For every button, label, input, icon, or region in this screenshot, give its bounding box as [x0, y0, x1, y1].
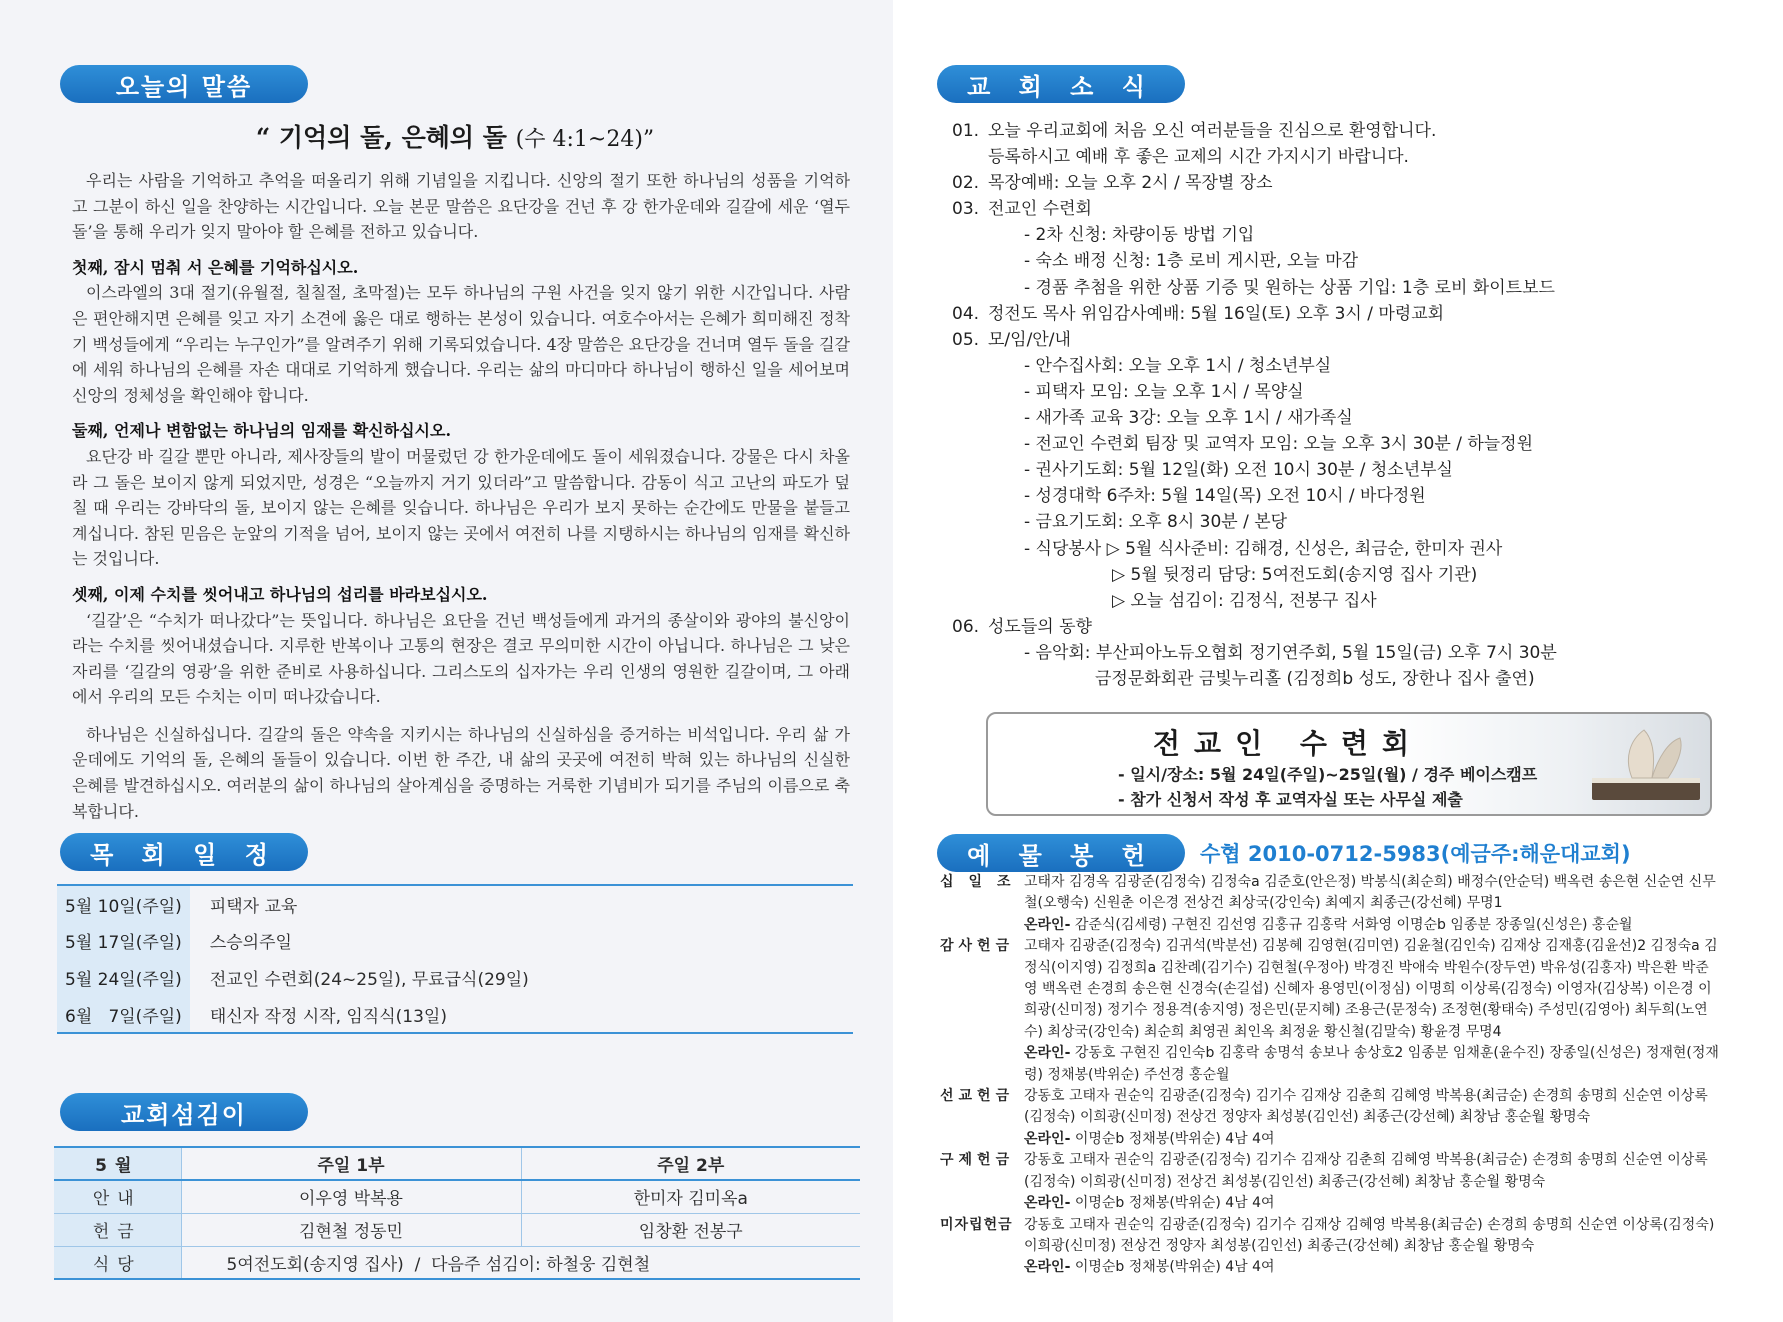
news-text: 모/임/안/내 [988, 329, 1071, 350]
header-offering: 예 물 봉 헌 [937, 834, 1185, 872]
service-role: 헌금 [54, 1213, 181, 1246]
news-item [952, 196, 1732, 222]
service-col-2: 주일 2부 [521, 1147, 860, 1180]
news-text: - 음악회: 부산피아노듀오협회 정기연주회, 5월 15일(금) 오후 7시 30분 [1024, 642, 1557, 663]
news-text: - 금요기도회: 오후 8시 30분 / 본당 [1024, 512, 1288, 533]
news-text: - 전교인 수련회 팀장 및 교역자 모임: 오늘 오후 3시 30분 / 하늘정원 [1024, 434, 1534, 455]
schedule-date: 5월 10일(주일) [57, 885, 190, 922]
sermon-point-3-heading: 셋째, 이제 수치를 씻어내고 하나님의 섭리를 바라보십시오. [72, 584, 488, 604]
news-number [952, 457, 988, 483]
news-item [952, 614, 1732, 640]
news-text: - 2차 신청: 차량이동 방법 기입 [1024, 225, 1255, 246]
news-item [952, 509, 1732, 535]
news-item [952, 222, 1732, 248]
news-number: 05. [952, 329, 980, 350]
table-row [57, 996, 853, 1033]
news-item [952, 562, 1732, 588]
news-item [952, 666, 1732, 692]
news-item [952, 327, 1732, 353]
news-number: 03. [952, 199, 980, 220]
table-row [54, 1246, 860, 1279]
news-number [952, 588, 988, 614]
offering-account: 수협 2010-0712-5983(예금주:해운대교회) [1200, 842, 1631, 866]
retreat-box [986, 712, 1712, 816]
sermon-point-3: ‘길갈’은 “수치가 떠나갔다”는 뜻입니다. 하나님은 요단을 건넌 백성들에게 과거의 종살이와 광야의 불신앙이라는 수치를 씻어내셨습니다. 지루한 반복이나 고통의 현장은 결코 무의미한 시간이 아닙니다. 하나님은 그 낮은 자리를 ‘길갈의 영광’을 위한 준비로 사용하십니다. 그리스도의 십자가는 우리 인생의 영원한 길갈이며, 그 아래에서 우리의 모든 수치는 이미 떠나갔습니다. [72, 610, 850, 707]
retreat-title: 전교인 수련회 [1152, 727, 1424, 760]
service-cell: 김현철 정동민 [181, 1213, 521, 1246]
news-item [952, 431, 1732, 457]
offering-names [1024, 1086, 1720, 1150]
schedule-date: 6월 7일(주일) [57, 996, 190, 1033]
table-header-row [54, 1147, 860, 1180]
offering-names [1024, 872, 1720, 936]
offering-label: 미자립헌금 [940, 1216, 1013, 1233]
service-role: 식당 [54, 1246, 181, 1279]
news-number [952, 666, 988, 692]
offering-names-main: 고태자 김광준(김정숙) 김귀석(박분선) 김봉혜 김영현(김미연) 김윤철(김인숙) 김재상 김재홍(김윤선)2 김정숙a 김정식(이지영) 김정희a 김찬례(김기수) 김현철(우정아) 박경진 박애숙 박원수(장두연) 박유성(김홍자) 박은환 박준영 백옥련 손경희 송은현 신경숙(손길섭) 신혜자 용영민(이정심) 이명희 이상록(김정숙) 이영자(김상복) 이은경 이희광(신미정) 정기수 정용격(송지영) 정은민(문지혜) 조용근(문정숙) 조정현(황태숙) 주성민(김영아) 최두희(노연수) 최상국(강인숙) 최순희 최영권 최인옥 최정윤 황신철(김말숙) 황윤경 무명4 [1024, 938, 1718, 1040]
offering-names-online: 이명순b 정채봉(박위순) 4남 4여 [1074, 1130, 1275, 1147]
schedule-date: 5월 24일(주일) [57, 959, 190, 996]
offering-block [940, 872, 1720, 936]
table-row [57, 885, 853, 922]
offering-names-online: 감준식(김세령) 구현진 김선영 김홍규 김홍락 서화영 이명순b 임종분 장종일(신성은) 홍순월 [1074, 916, 1633, 933]
news-text: - 성경대학 6주차: 5월 14일(목) 오전 10시 / 바다정원 [1024, 486, 1426, 507]
news-text: - 새가족 교육 3강: 오늘 오후 1시 / 새가족실 [1024, 408, 1353, 429]
offering-names-main: 강동호 고태자 권순익 김광준(김정숙) 김기수 김재상 김혜영 박복용(최금순) 손경희 송명희 신순연 이상록(김정숙) 이희광(신미정) 전상건 정양자 최성봉(김인선) 최종근(강선혜) 최창남 홍순월 황명숙 [1024, 1216, 1715, 1254]
news-item [952, 379, 1732, 405]
online-label: 온라인- [1024, 1195, 1071, 1212]
news-number [952, 483, 988, 509]
service-col-1: 주일 1부 [181, 1147, 521, 1180]
news-item [952, 536, 1732, 562]
news-item [952, 640, 1732, 666]
news-number [952, 562, 988, 588]
news-number: 02. [952, 173, 980, 194]
offering-block [940, 1086, 1720, 1150]
sermon-body [72, 168, 850, 824]
offering-names-online: 이명순b 정채봉(박위순) 4남 4여 [1074, 1259, 1275, 1276]
offering-names [1024, 1215, 1720, 1279]
sermon-point-1: 이스라엘의 3대 절기(유월절, 칠칠절, 초막절)는 모두 하나님의 구원 사건을 잊지 않기 위한 시간입니다. 사람은 편안해지면 은혜를 잊고 자기 소견에 옳은 대로 행하는 본성이 있습니다. 여호수아서는 은혜가 희미해진 정착기 백성들에게 “우리는 누구인가”를 알려주기 위해 기록되었습니다. 4장 말씀은 요단강을 건너며 열두 돌을 길갈에 세워 하나님의 은혜를 자손 대대로 기억하게 했습니다. 우리는 삶의 마디마다 하나님이 행하신 일을 세어보며 신앙의 정체성을 확인해야 합니다. [72, 283, 850, 405]
schedule-event: 피택자 교육 [209, 896, 298, 917]
news-number [952, 431, 988, 457]
news-item [952, 248, 1732, 274]
table-row [54, 1213, 860, 1246]
service-cell: 임창환 전봉구 [521, 1213, 860, 1246]
offering-block [940, 1215, 1720, 1279]
offering-block [940, 1150, 1720, 1214]
news-text: - 피택자 모임: 오늘 오후 1시 / 목양실 [1024, 381, 1304, 402]
news-number [952, 379, 988, 405]
offering-label: 구제헌금 [940, 1152, 1015, 1169]
online-label: 온라인- [1024, 1045, 1071, 1062]
service-cell: 한미자 김미옥a [521, 1180, 860, 1213]
offering-names-main: 강동호 고태자 권순익 김광준(김정숙) 김기수 김재상 김춘희 김혜영 박복용(최금순) 손경희 송명희 신순연 이상록(김정숙) 이희광(신미정) 전상건 최성봉(김인선) 최종근(강선혜) 최창남 홍순월 황명숙 [1024, 1152, 1708, 1190]
news-number [952, 222, 988, 248]
retreat-line-1: - 일시/장소: 5월 24일(주일)~25일(월) / 경주 베이스캠프 [1118, 765, 1538, 784]
news-item [952, 405, 1732, 431]
news-text: - 경품 추첨을 위한 상품 기증 및 원하는 상품 기입: 1층 로비 화이트보드 [1024, 277, 1555, 298]
news-list [952, 118, 1732, 692]
table-row [54, 1180, 860, 1213]
news-number [952, 144, 988, 170]
news-number [952, 640, 988, 666]
news-number [952, 509, 988, 535]
sermon-intro: 우리는 사람을 기억하고 추억을 떠올리기 위해 기념일을 지킵니다. 신앙의 절기 또한 하나님의 성품을 기억하고 그분이 하신 일을 찬양하는 시간입니다. 오늘 본문 말씀은 요단강을 건넌 후 강 한가운데와 길갈에 세운 ‘열두 돌’을 통해 우리가 잊지 말아야 할 은혜를 전하고 있습니다. [72, 171, 850, 242]
header-word: 오늘의 말씀 [60, 65, 308, 103]
sermon-point-1-heading: 첫째, 잠시 멈춰 서 은혜를 기억하십시오. [72, 257, 359, 277]
sermon-reference: (수 4:1~24)” [515, 127, 655, 152]
news-text: - 식당봉사 ▷ 5월 식사준비: 김해경, 신성은, 최금순, 한미자 권사 [1024, 538, 1503, 559]
news-text: 목장예배: 오늘 오후 2시 / 목장별 장소 [988, 173, 1273, 194]
news-text: ▷ 5월 뒷정리 담당: 5여전도회(송지영 집사 기관) [1112, 564, 1478, 585]
schedule-event: 스승의주일 [209, 933, 292, 953]
offering-label: 선교헌금 [940, 1088, 1015, 1105]
sermon-title-text: “ 기억의 돌, 은혜의 돌 [255, 123, 507, 152]
news-text: - 권사기도회: 5월 12일(화) 오전 10시 30분 / 청소년부실 [1024, 460, 1453, 481]
online-label: 온라인- [1024, 916, 1071, 933]
offering-names-main: 강동호 고태자 권순익 김광준(김정숙) 김기수 김재상 김춘희 김혜영 박복용(최금순) 손경희 송명희 신순연 이상록(김정숙) 이희광(신미정) 전상건 정양자 최성봉(김인선) 최종근(강선혜) 최창남 홍순월 황명숙 [1024, 1088, 1708, 1126]
news-item [952, 353, 1732, 379]
offering-names-online: 이명순b 정채봉(박위순) 4남 4여 [1074, 1195, 1275, 1212]
header-news: 교 회 소 식 [937, 65, 1185, 103]
service-month: 5월 [54, 1147, 181, 1180]
service-cell: 이우영 박복용 [181, 1180, 521, 1213]
header-service: 교회섬김이 [60, 1093, 308, 1131]
news-item [952, 457, 1732, 483]
news-text: 오늘 우리교회에 처음 오신 여러분들을 진심으로 환영합니다. [988, 121, 1437, 141]
online-label: 온라인- [1024, 1130, 1071, 1147]
service-table [54, 1146, 860, 1280]
offering-label: 십일조 [940, 874, 1026, 890]
news-number: 01. [952, 121, 980, 141]
offering-block [940, 936, 1720, 1086]
offering-list [940, 872, 1720, 1279]
praying-hands-icon [1572, 718, 1702, 808]
retreat-line-2: - 참가 신청서 작성 후 교역자실 또는 사무실 제출 [1118, 790, 1463, 809]
table-row [57, 922, 853, 959]
offering-names-main: 고태자 김경옥 김광준(김정숙) 김정숙a 김준호(안은정) 박봉식(최순희) 배정수(안순덕) 백옥련 송은현 신순연 신무철(오행숙) 신원춘 이은경 전상건 최상국(강인숙) 최예지 최종근(강선혜) 무명1 [1024, 874, 1716, 912]
offering-label: 감사헌금 [940, 938, 1015, 955]
table-row [57, 959, 853, 996]
news-item [952, 170, 1732, 196]
schedule-event: 전교인 수련회(24~25일), 무료급식(29일) [209, 970, 529, 990]
header-schedule: 목 회 일 정 [60, 833, 308, 871]
offering-names [1024, 936, 1720, 1086]
news-number [952, 275, 988, 301]
news-number: 04. [952, 303, 980, 324]
schedule-date: 5월 17일(주일) [57, 922, 190, 959]
offering-names-online: 강동호 구현진 김인숙b 김홍락 송명석 송보나 송상호2 임종분 임채훈(윤수진) 장종일(신성은) 정재현(정재령) 정채봉(박위순) 주선경 홍순월 [1024, 1045, 1719, 1083]
news-text: 전교인 수련회 [988, 199, 1092, 220]
news-item [952, 483, 1732, 509]
news-text: ▷ 오늘 섬김이: 김정식, 전봉구 집사 [1112, 590, 1377, 611]
news-text: - 안수집사회: 오늘 오후 1시 / 청소년부실 [1024, 355, 1332, 376]
news-item [952, 301, 1732, 327]
online-label: 온라인- [1024, 1259, 1071, 1276]
news-text: 등록하시고 예배 후 좋은 교제의 시간 가지시기 바랍니다. [988, 147, 1409, 168]
schedule-event: 태신자 작정 시작, 임직식(13일) [209, 1006, 447, 1027]
news-text: - 숙소 배정 신청: 1층 로비 게시판, 오늘 마감 [1024, 251, 1359, 272]
news-text: 금정문화회관 금빛누리홀 (김정희b 성도, 장한나 집사 출연) [1095, 668, 1535, 689]
sermon-point-2: 요단강 바 길갈 뿐만 아니라, 제사장들의 발이 머물렀던 강 한가운데에도 돌이 세워졌습니다. 강물은 다시 차올라 그 돌은 보이지 않게 되었지만, 성경은 “오늘까지 거기 있더라”고 말씀합니다. 감동이 식고 고난의 파도가 덮칠 때 우리는 강바닥의 돌, 보이지 않는 은혜를 잊습니다. 하나님은 우리가 보지 못하는 순간에도 만물을 붙들고 계십니다. 참된 믿음은 눈앞의 기적을 넘어, 보이지 않는 곳에서 여전히 나를 지탱하시는 하나님의 임재를 확신하는 것입니다. [72, 446, 850, 569]
service-cell: 5여전도회(송지영 집사) / 다음주 섬김이: 하철웅 김현철 [181, 1246, 860, 1279]
news-item [952, 118, 1732, 144]
news-number [952, 353, 988, 379]
news-item [952, 144, 1732, 170]
news-item [952, 588, 1732, 614]
news-number [952, 536, 988, 562]
sermon-outro: 하나님은 신실하십니다. 길갈의 돌은 약속을 지키시는 하나님의 신실하심을 증거하는 비석입니다. 우리 삶 가운데에도 기억의 돌, 은혜의 돌들이 있습니다. 이번 한 주간, 내 삶의 곳곳에 여전히 박혀 있는 하나님의 신실한 은혜를 발견하십시오. 여러분의 삶이 하나님의 살아계심을 증명하는 거룩한 기념비가 되기를 주님의 이름으로 축복합니다. [72, 724, 850, 821]
sermon-point-2-heading: 둘째, 언제나 변함없는 하나님의 임재를 확신하십시오. [72, 421, 452, 441]
news-number [952, 405, 988, 431]
schedule-table [57, 884, 853, 1034]
news-text: 정전도 목사 위임감사예배: 5월 16일(토) 오후 3시 / 마령교회 [988, 303, 1445, 324]
news-text: 성도들의 동향 [988, 616, 1092, 637]
news-number [952, 248, 988, 274]
news-number: 06. [952, 616, 980, 637]
service-role: 안내 [54, 1180, 181, 1213]
offering-names [1024, 1150, 1720, 1214]
sermon-title [60, 118, 850, 154]
news-item [952, 275, 1732, 301]
